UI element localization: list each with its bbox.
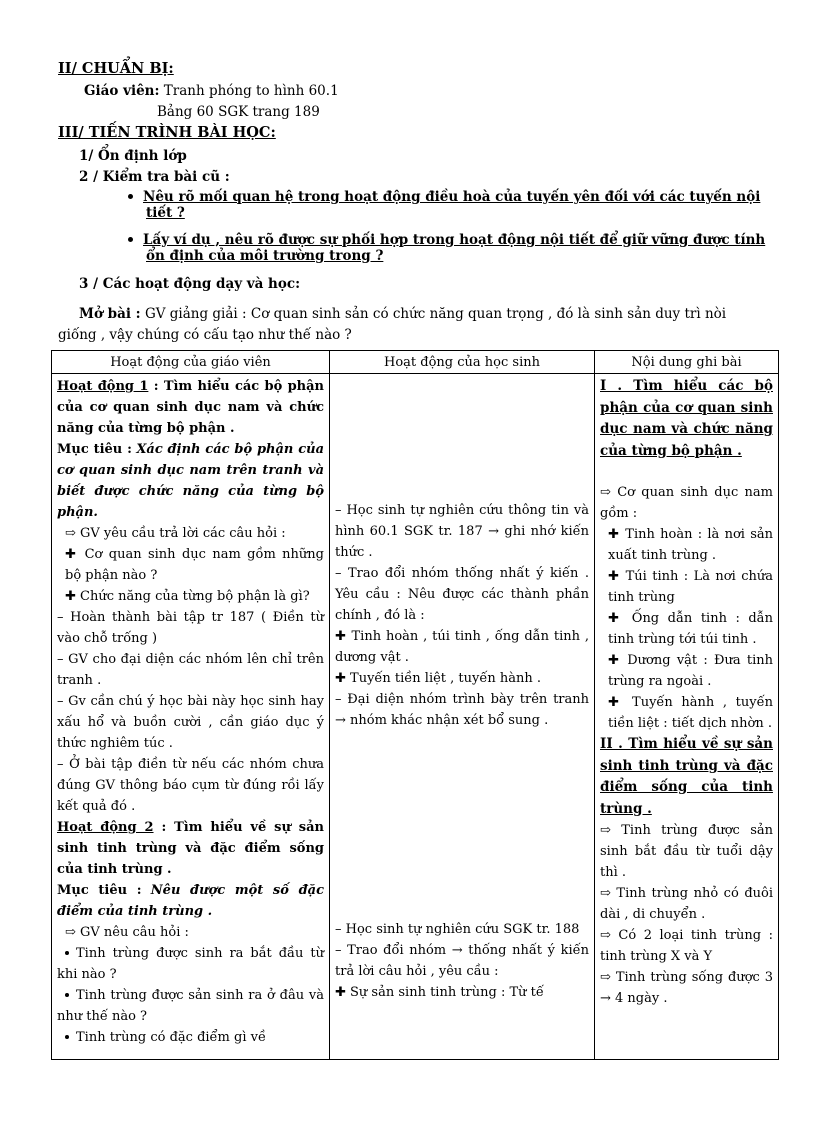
header-student: Hoạt động của học sinh [330, 351, 595, 374]
student-item: ✚ Tinh hoàn , túi tinh , ống dẫn tinh , dương vật . [335, 629, 589, 665]
student-item: – Trao đổi nhóm thống nhất ý kiến . Yêu cầu : Nêu được các thành phần chính , đó là : [335, 566, 589, 623]
teacher-item: ✚ Cơ quan sinh dục nam gồm những bộ phận nào ? [65, 547, 324, 583]
teacher-item-text: Tinh trùng được sinh ra bắt đầu từ khi nào ? [57, 946, 324, 982]
activity-2-label: Hoạt động 2 [57, 820, 154, 835]
header-notes: Nội dung ghi bài [595, 351, 779, 374]
objective-1-label: Mục tiêu : [57, 442, 132, 457]
question-1-line-1: Nêu rõ mối quan hệ trong hoạt động điều hoà của tuyến yên đối với các tuyến nội [143, 189, 761, 205]
intro-line-1 [79, 304, 726, 324]
student-item: – Trao đổi nhóm → thống nhất ý kiến trả lời câu hỏi , yêu cầu : [335, 943, 589, 979]
activity-2 [57, 817, 324, 880]
teacher-item-text: GV nêu câu hỏi : [80, 925, 189, 940]
question-1 [128, 189, 760, 221]
step-1: 1/ Ổn định lớp [79, 148, 187, 164]
notes-column [595, 374, 779, 1060]
note-item: ⇨ Cơ quan sinh dục nam gồm : [600, 485, 773, 521]
objective-1 [57, 439, 324, 523]
teacher-item: – GV cho đại diện các nhóm lên chỉ trên tranh . [57, 652, 324, 688]
intro-line-2: giống , vậy chúng có cấu tạo như thế nào ? [58, 327, 352, 343]
note-item: ⇨ Tinh trùng sống được 3 → 4 ngày . [600, 970, 773, 1006]
notes-heading-2: II . Tìm hiểu về sự sản sinh tinh trùng và đặc điểm sống của tinh trùng . [600, 736, 773, 817]
teacher-column [52, 374, 330, 1060]
activity-1 [57, 376, 324, 439]
teacher-item [57, 943, 324, 985]
student-item: ✚ Tuyến tiền liệt , tuyến hành . [335, 671, 542, 686]
teacher-item: ✚ Chức năng của từng bộ phận là gì? [65, 589, 310, 604]
table-header-row [52, 351, 779, 374]
teacher-item-2: Bảng 60 SGK trang 189 [157, 104, 320, 120]
objective-1-text: Xác định các bộ phận của cơ quan sinh dục nam trên tranh và biết được chức năng của từng bộ phận. [57, 442, 324, 520]
student-item: ✚ Sự sản sinh tinh trùng : Từ tế [335, 985, 544, 1000]
note-item: ✚ Ống dẫn tinh : dẫn tinh trùng tới túi tinh . [608, 611, 773, 647]
teacher-item-text: Tinh trùng được sản sinh ra ở đâu và như thế nào ? [57, 988, 324, 1024]
student-item: – Học sinh tự nghiên cứu thông tin và hình 60.1 SGK tr. 187 → ghi nhớ kiến thức . [335, 503, 589, 560]
teacher-label: Giáo viên: [84, 83, 160, 99]
teacher-item: – Gv cần chú ý học bài này học sinh hay xấu hổ và buồn cười , cần giáo dục ý thức nghiêm túc . [57, 694, 324, 751]
step-3: 3 / Các hoạt động dạy và học: [79, 276, 301, 292]
activity-2-text: : Tìm hiểu về sự sản sinh tinh trùng và đặc điểm sống của tinh trùng . [57, 820, 325, 877]
question-2 [128, 232, 765, 264]
note-item: ⇨ Tinh trùng được sản sinh bắt đầu từ tuổi dậy thì . [600, 823, 773, 880]
teacher-item [57, 523, 324, 544]
bullet-icon [65, 951, 69, 955]
student-column [330, 374, 595, 1060]
objective-2-text: Nêu được một số đặc điểm của tinh trùng . [57, 883, 324, 919]
bullet-icon [65, 1035, 69, 1039]
arrow-icon: ⇨ [65, 925, 81, 940]
table-row [52, 374, 779, 1060]
bullet-icon [128, 237, 133, 242]
arrow-icon: ⇨ [65, 526, 81, 541]
bullet-icon [128, 194, 133, 199]
teacher-item [57, 1027, 324, 1048]
student-item: – Học sinh tự nghiên cứu SGK tr. 188 [335, 922, 580, 937]
teacher-item [57, 922, 324, 943]
teacher-item: – Ở bài tập điền từ nếu các nhóm chưa đúng GV thông báo cụm từ đúng rồi lấy kết quả đó . [57, 757, 324, 814]
student-item: – Đại diện nhóm trình bày trên tranh → nhóm khác nhận xét bổ sung . [335, 692, 589, 728]
prep-teacher-line [84, 81, 339, 101]
note-item: ⇨ Có 2 loại tinh trùng : tinh trùng X và Y [600, 928, 773, 964]
note-item: ✚ Tinh hoàn : là nơi sản xuất tinh trùng . [608, 527, 773, 563]
question-2-line-1: Lấy ví dụ , nêu rõ được sự phối hợp trong hoạt động nội tiết để giữ vững được tính [143, 232, 766, 248]
question-2-line-2: ổn định của môi trường trong ? [146, 248, 384, 264]
prep-heading: II/ CHUẨN BỊ: [58, 60, 174, 77]
note-item: ✚ Dương vật : Đưa tinh trùng ra ngoài . [608, 653, 773, 689]
note-item: ✚ Túi tinh : Là nơi chứa tinh trùng [608, 569, 773, 605]
bullet-icon [65, 993, 69, 997]
objective-2-label: Mục tiêu : [57, 883, 142, 898]
teacher-item-text: Tinh trùng có đặc điểm gì về [76, 1030, 266, 1045]
notes-heading-1: I . Tìm hiểu các bộ phận của cơ quan sinh dục nam và chức năng của từng bộ phận . [600, 378, 773, 459]
intro-text-1: GV giảng giải : Cơ quan sinh sản có chức năng quan trọng , đó là sinh sản duy trì nòi [144, 306, 727, 322]
note-item: ✚ Tuyến hành , tuyến tiền liệt : tiết dịch nhờn . [608, 695, 773, 731]
intro-label: Mở bài : [79, 306, 141, 322]
header-teacher: Hoạt động của giáo viên [52, 351, 330, 374]
note-item: ⇨ Tinh trùng nhỏ có đuôi dài , di chuyển . [600, 886, 773, 922]
question-1-line-2: tiết ? [146, 205, 185, 221]
lesson-table [51, 350, 779, 1060]
step-2: 2 / Kiểm tra bài cũ : [79, 169, 230, 185]
objective-2 [57, 880, 324, 922]
activity-1-text: : Tìm hiểu các bộ phận của cơ quan sinh dục nam và chức năng của từng bộ phận . [57, 379, 325, 436]
teacher-item-1: Tranh phóng to hình 60.1 [163, 83, 339, 99]
teacher-item-text: GV yêu cầu trả lời các câu hỏi : [80, 526, 286, 541]
process-heading: III/ TIẾN TRÌNH BÀI HỌC: [58, 124, 276, 141]
teacher-item: – Hoàn thành bài tập tr 187 ( Điền từ vào chỗ trống ) [57, 610, 324, 646]
teacher-item [57, 985, 324, 1027]
activity-1-label: Hoạt động 1 [57, 379, 149, 394]
